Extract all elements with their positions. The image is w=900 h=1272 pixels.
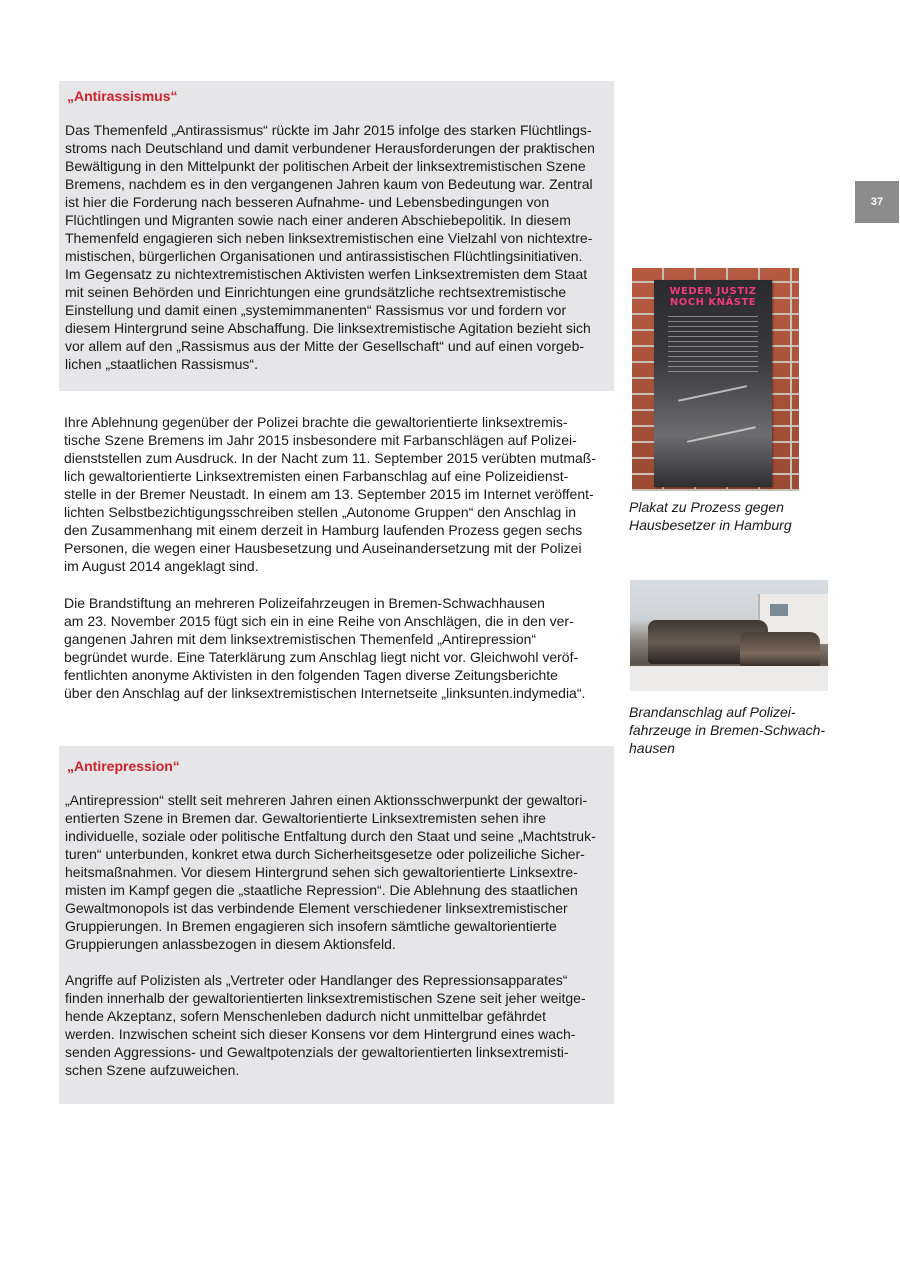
photo-snow-ground <box>630 666 828 691</box>
antirepression-paragraph-2: Angriffe auf Polizisten als „Vertreter oder Handlanger des Repressionsapparates“ finden innerhalb der gewaltorientierten linksextremistischen Szene seit jeher weitge- hende Akzeptanz, sofern Menschenleben dadurch nicht unmittelbar gefährdet werden. Inzwischen scheint sich dieser Konsens vor dem Hintergrund eines wach- senden Aggressions- und Gewaltpotenzials der gewaltorientierten linksextremisti- schen Szene aufzuweichen. <box>65 972 586 1078</box>
poster-caption: Plakat zu Prozess gegen Hausbesetzer in Hamburg <box>629 499 792 533</box>
burned-vehicles-photo <box>630 580 828 691</box>
body-text-block-2 <box>64 594 612 702</box>
vehicles-caption: Brandanschlag auf Polizei- fahrzeuge in Bremen-Schwach- hausen <box>629 704 826 756</box>
antirepression-heading: „Antirepression“ <box>67 758 180 774</box>
body-text-block-1 <box>64 413 612 575</box>
poster-photo <box>632 268 799 491</box>
antirepression-paragraph-1: „Antirepression“ stellt seit mehreren Jahren einen Aktionsschwerpunkt der gewaltori- entierten Szene in Bremen dar. Gewaltorientierte Linksextremisten sehen ihre individuelle, soziale oder politische Entfaltung durch den Staat und seine „Machtstruk- turen“ unterbunden, konkret etwa durch Sicherheitsgesetze oder polizeiliche Sicher- heitsmaßnahmen. Vor diesem Hintergrund sehen sich gewaltorientierte Linksextre- misten im Kampf gegen die „staatliche Repression“. Die Ablehnung des staatlichen Gewaltmonopols ist das verbindende Element verschiedener linksextremistischer Gruppierungen. In Bremen engagieren sich insofern sämtliche gewaltorientierte Gruppierungen anlassbezogen in diesem Aktionsfeld. <box>65 792 596 952</box>
body-paragraph-farbanschlaege: Ihre Ablehnung gegenüber der Polizei brachte die gewaltorientierte linksextremis- tische Szene Bremens im Jahr 2015 insbesondere mit Farbanschlägen auf Polizei- dienststellen zum Ausdruck. In der Nacht zum 11. September 2015 verübten mutmaß- lich gewaltorientierte Linksextremisten einen Farbanschlag auf eine Polizeidienst- stelle in der Bremer Neustadt. In einem am 13. September 2015 im Internet veröffent- lichten Selbstbezichtigungsschreiben stellen „Autonome Gruppen“ den Anschlag in den Zusammenhang mit einem derzeit in Hamburg laufenden Prozess gegen sechs Personen, die wegen einer Hausbesetzung und Auseinandersetzung mit der Polizei im August 2014 angeklagt sind. <box>64 414 596 574</box>
antirassismus-heading: „Antirassismus“ <box>67 88 178 104</box>
poster-headline: WEDER JUSTIZ NOCH KNÄSTE <box>669 286 757 308</box>
antirepression-infobox <box>59 746 614 1104</box>
body-paragraph-brandstiftung: Die Brandstiftung an mehreren Polizeifahrzeugen in Bremen-Schwachhausen am 23. November 2015 fügt sich ein in eine Reihe von Anschlägen, die in den ver- gangenen Jahren mit dem linksextremistischen Themenfeld „Antirepression“ begründet wurde. Eine Taterklärung zum Anschlag liegt nicht vor. Gleichwohl veröf- fentlichten anonyme Aktivisten in den folgenden Tagen diverse Zeitungsberichte über den Anschlag auf der linksextremistischen Internetseite „linksunten.indymedia“. <box>64 595 586 701</box>
page-number: 37 <box>855 181 899 223</box>
poster-text-lines <box>668 316 758 376</box>
protest-poster <box>654 280 772 487</box>
photo-building-window <box>770 604 788 616</box>
burned-vehicle-second <box>740 632 820 668</box>
poster-graffiti <box>678 385 756 443</box>
antirassismus-infobox <box>59 81 614 391</box>
antirassismus-paragraph: Das Themenfeld „Antirassismus“ rückte im Jahr 2015 infolge des starken Flüchtlings- stroms nach Deutschland und damit verbundener Herausforderungen der praktischen Bewältigung in den Mittelpunkt der politischen Arbeit der linksextremistischen Szene Bremens, nachdem es in den vergangenen Jahren kaum von Bedeutung war. Zentral ist hier die Forderung nach besseren Aufnahme- und Lebensbedingungen von Flüchtlingen und Migranten sowie nach einer anderen Abschiebepolitik. In diesem Themenfeld engagieren sich neben linksextremistischen eine Vielzahl von nichtextre- mistischen, bürgerlichen Organisationen und antirassistischen Flüchtlingsinitiativen. Im Gegensatz zu nichtextremistischen Aktivisten werfen Linksextremisten dem Staat mit seinen Behörden und Einrichtungen eine grundsätzliche rechtsextremistische Einstellung und damit einen „systemimmanenten“ Rassismus vor und fordern vor diesem Hintergrund seine Abschaffung. Die linksextremistische Agitation bezieht sich vor allem auf den „Rassismus aus der Mitte der Gesellschaft“ und auf einen vorgeb- lichen „staatlichen Rassismus“. <box>65 122 595 372</box>
